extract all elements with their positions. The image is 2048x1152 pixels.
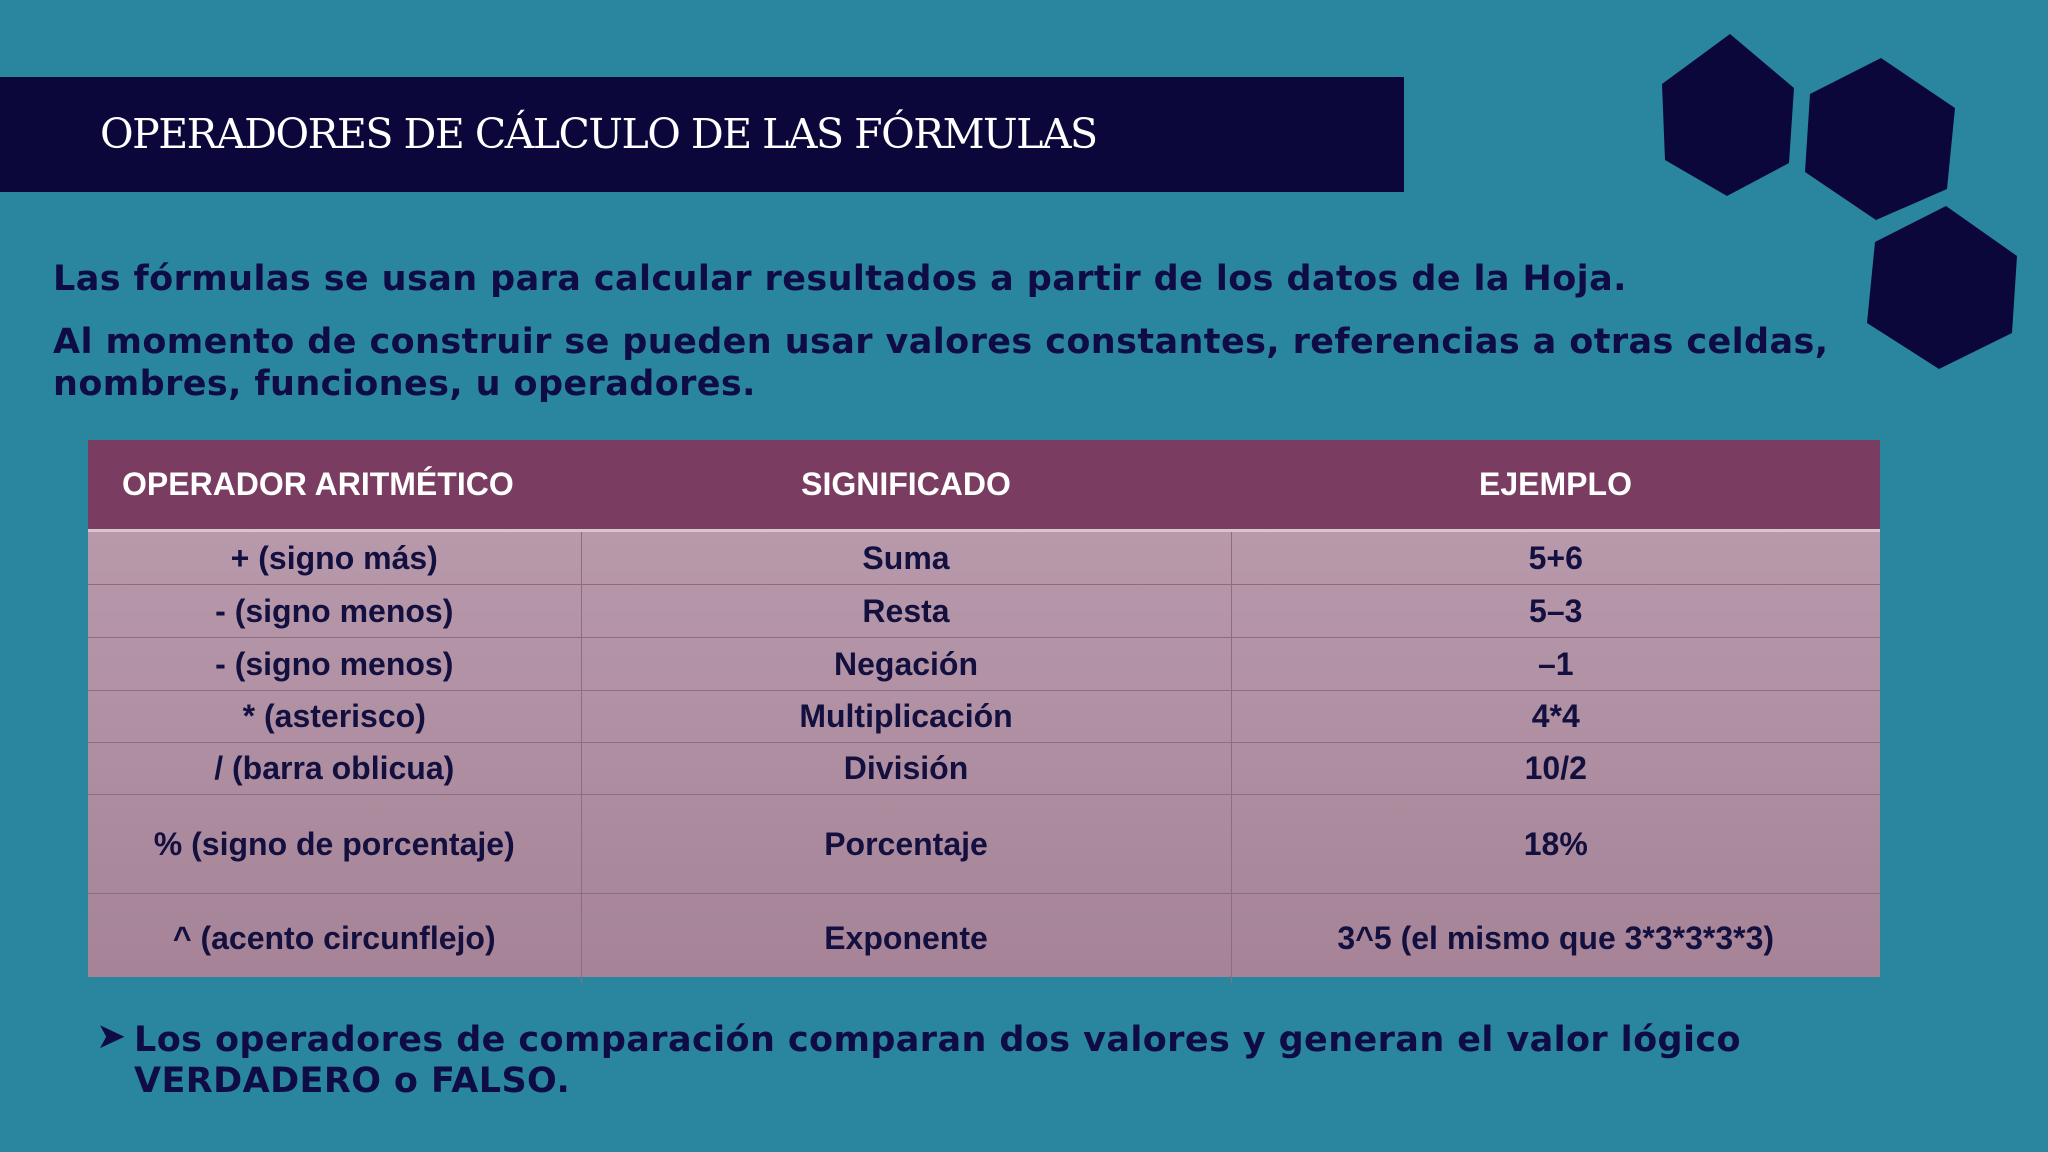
cell-example: 3^5 (el mismo que 3*3*3*3*3) [1231, 894, 1880, 984]
cell-operator: - (signo menos) [88, 585, 581, 638]
hexagon-shape-2 [1805, 58, 1955, 220]
header-example: EJEMPLO [1231, 440, 1880, 531]
table-row [88, 743, 1880, 795]
table-header-row [88, 440, 1880, 531]
cell-operator: - (signo menos) [88, 638, 581, 691]
cell-meaning: Suma [581, 531, 1231, 585]
table-row [88, 585, 1880, 638]
cell-meaning: Exponente [581, 894, 1231, 984]
intro-paragraph: Las fórmulas se usan para calcular resultados a partir de los datos de la Hoja. [53, 259, 1627, 299]
cell-operator: ^ (acento circunflejo) [88, 894, 581, 984]
title-bar [0, 77, 1404, 192]
cell-example: 10/2 [1231, 743, 1880, 795]
comparison-note: Los operadores de comparación comparan dos valores y generan el valor lógico VERDADERO o FALSO. [134, 1020, 1741, 1101]
table-row [88, 531, 1880, 585]
cell-meaning: Resta [581, 585, 1231, 638]
operators-table [88, 440, 1880, 977]
construction-paragraph: Al momento de construir se pueden usar valores constantes, referencias a otras celdas, nombres, funciones, u operadores. [53, 322, 1829, 404]
table-row [88, 894, 1880, 984]
table-row [88, 795, 1880, 894]
hexagon-shape-1 [1662, 34, 1794, 196]
cell-example: 5–3 [1231, 585, 1880, 638]
cell-meaning: División [581, 743, 1231, 795]
table-row [88, 691, 1880, 743]
slide-title: OPERADORES DE CÁLCULO DE LAS FÓRMULAS [100, 110, 1097, 158]
header-operator: OPERADOR ARITMÉTICO [88, 440, 581, 531]
hexagon-shape-3 [1867, 206, 2017, 369]
cell-example: 5+6 [1231, 531, 1880, 585]
cell-meaning: Porcentaje [581, 795, 1231, 894]
table-row [88, 638, 1880, 691]
cell-operator: * (asterisco) [88, 691, 581, 743]
cell-operator: / (barra oblicua) [88, 743, 581, 795]
cell-meaning: Multiplicación [581, 691, 1231, 743]
cell-example: 4*4 [1231, 691, 1880, 743]
cell-meaning: Negación [581, 638, 1231, 691]
header-meaning: SIGNIFICADO [581, 440, 1231, 531]
arrowhead-bullet-icon: ➤ [96, 1016, 127, 1057]
cell-operator: + (signo más) [88, 531, 581, 585]
cell-example: 18% [1231, 795, 1880, 894]
cell-example: –1 [1231, 638, 1880, 691]
cell-operator: % (signo de porcentaje) [88, 795, 581, 894]
